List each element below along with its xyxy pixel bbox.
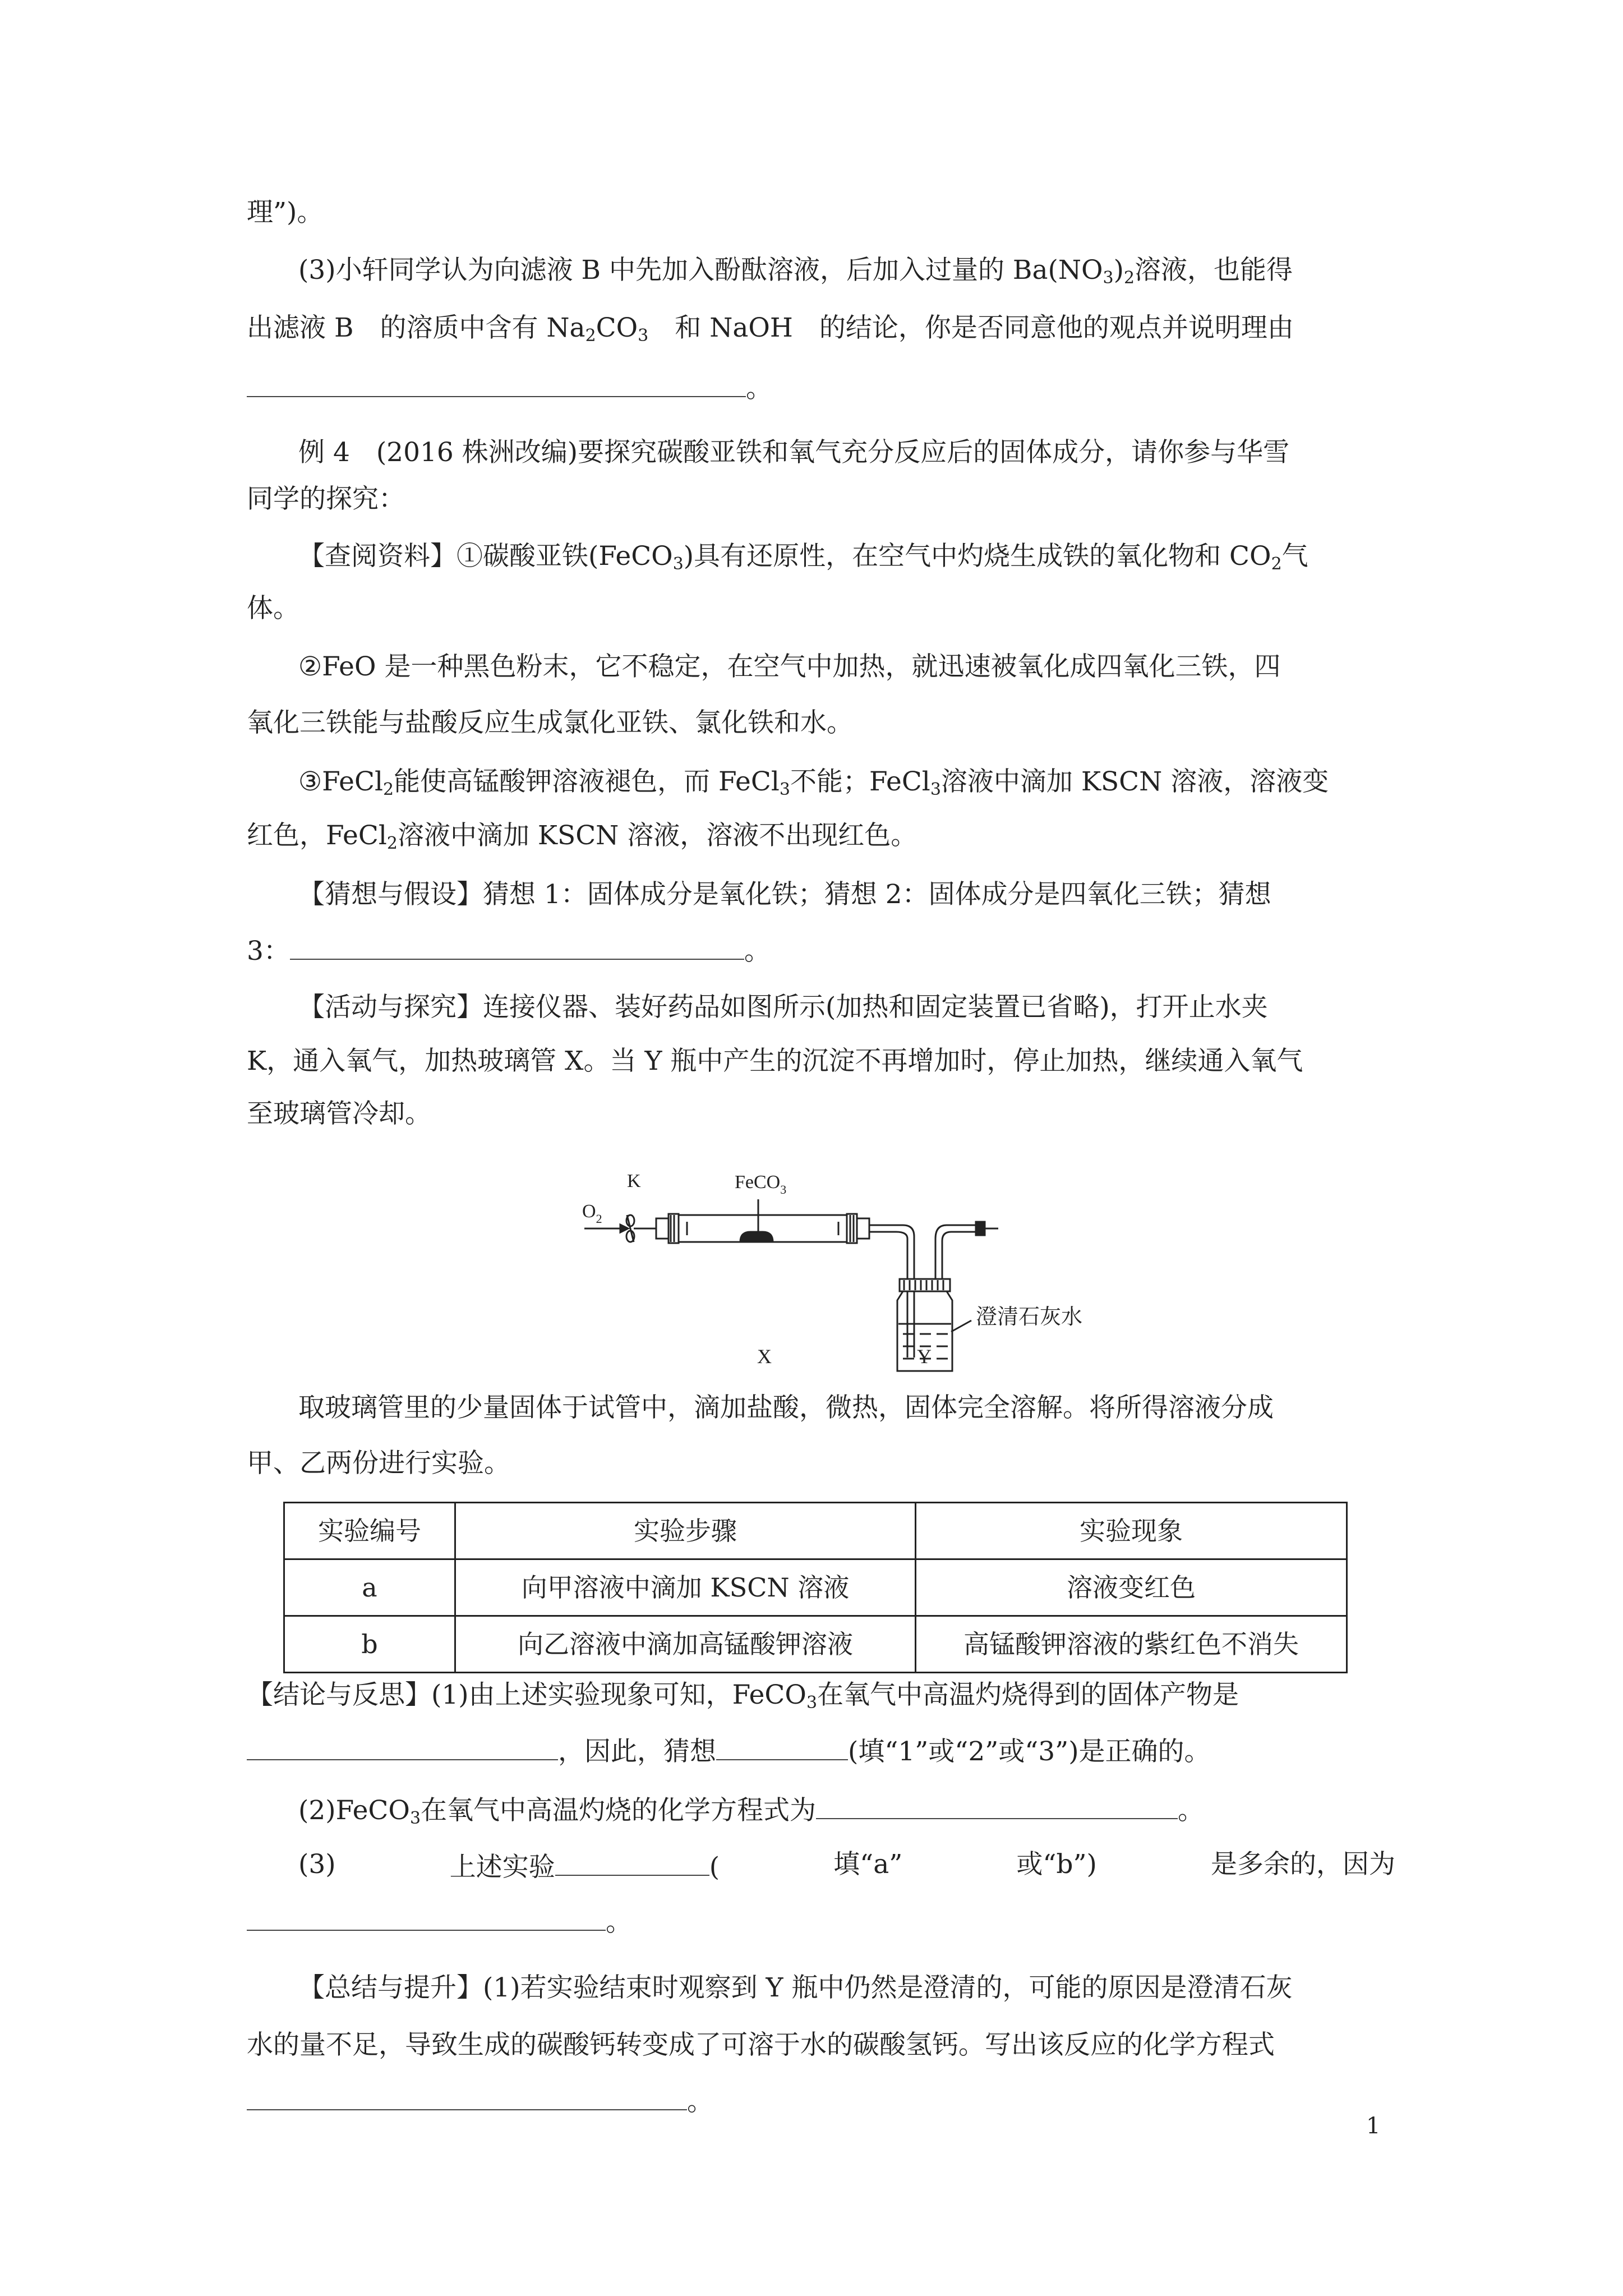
answer-blank[interactable] (555, 1851, 709, 1876)
subscript: 3 (930, 780, 941, 799)
text: 【猜想与假设】猜想 1：固体成分是氧化铁；猜想 2：固体成分是四氧化三铁；猜想 (298, 879, 1271, 910)
answer-blank[interactable] (816, 1795, 1178, 1819)
text-line (298, 1972, 1293, 2003)
arrow-head (620, 1225, 628, 1232)
subscript: 3 (806, 1693, 818, 1713)
text: 出滤液 B 的溶质中含有 Na (247, 312, 585, 343)
text: 理”)。 (247, 197, 324, 228)
feco3-sample (740, 1232, 773, 1242)
text: 溶液中滴加 KSCN 溶液，溶液不出现红色。 (397, 820, 917, 851)
table-cell: 向乙溶液中滴加高锰酸钾溶液 (455, 1616, 916, 1673)
text: )具有还原性，在空气中灼烧生成铁的氧化物和 CO (683, 541, 1271, 572)
text: 溶液中滴加 KSCN 溶液，溶液变 (940, 766, 1329, 797)
text-line (247, 486, 405, 512)
text-line (298, 1849, 1395, 1883)
text: 3： (247, 936, 290, 967)
text: 填“a” (833, 1849, 903, 1880)
subscript: 2 (386, 834, 398, 853)
y-label: Y (917, 1345, 932, 1368)
text: ( (709, 1852, 720, 1883)
table-header-row (284, 1503, 1347, 1559)
header-cell: 实验编号 (284, 1503, 455, 1559)
text: (3) (298, 1849, 336, 1880)
text-line (298, 541, 1308, 574)
text: 红色，FeCl (247, 820, 387, 851)
text-line (298, 255, 1293, 288)
text-line (298, 1795, 1205, 1828)
text-line (247, 2032, 1275, 2058)
text-line (247, 1098, 431, 1129)
apparatus-diagram (572, 1156, 1110, 1374)
text: 和 NaOH 的结论，你是否同意他的观点并说明理由 (648, 312, 1294, 343)
answer-blank[interactable] (716, 1736, 848, 1760)
text: 或“b”) (1016, 1849, 1097, 1880)
header-cell: 实验现象 (916, 1503, 1347, 1559)
text: 【查阅资料】①碳酸亚铁(FeCO (298, 541, 673, 572)
text: 【结论与反思】(1)由上述实验现象可知，FeCO (247, 1680, 806, 1710)
text: (填“1”或“2”或“3”)是正确的。 (848, 1736, 1211, 1767)
page-number: 1 (1366, 2113, 1381, 2139)
text: 气 (1281, 541, 1308, 572)
text: 。 (687, 2086, 713, 2117)
text: 是多余的，因为 (1210, 1849, 1395, 1880)
text: 在氧气中高温灼烧得到的固体产物是 (817, 1680, 1239, 1710)
answer-blank[interactable] (290, 935, 744, 960)
subscript: 3 (409, 1809, 421, 1828)
text-line (247, 595, 299, 622)
subscript: 2 (1271, 554, 1282, 574)
text-line (247, 1448, 510, 1479)
table-cell: 高锰酸钾溶液的紫红色不消失 (916, 1616, 1347, 1673)
right-cap (847, 1214, 857, 1243)
table-cell: b (284, 1616, 455, 1673)
text: 至玻璃管冷却。 (247, 1098, 431, 1129)
table-cell: 溶液变红色 (916, 1559, 1347, 1616)
right-stopper (857, 1218, 869, 1239)
text-line (247, 312, 1294, 346)
header-cell: 实验步骤 (455, 1503, 916, 1559)
text: 。 (606, 1907, 632, 1938)
table-cell: 向甲溶液中滴加 KSCN 溶液 (455, 1559, 916, 1616)
table-row (284, 1559, 1347, 1616)
text: 不能；FeCl (790, 766, 930, 797)
text-line (298, 881, 1271, 908)
text-line (298, 1392, 1274, 1423)
answer-blank[interactable] (247, 372, 746, 397)
text-line (247, 820, 917, 853)
text-line (298, 651, 1281, 682)
text: (3)小轩同学认为向滤液 B 中先加入酚酞溶液，后加入过量的 Ba(NO (298, 255, 1103, 286)
text-line (298, 766, 1329, 799)
subscript: 2 (382, 780, 394, 799)
subscript: 3 (672, 554, 684, 574)
x-label: X (757, 1345, 772, 1368)
o2-label: $O_2$ (582, 1201, 602, 1226)
answer-blank[interactable] (247, 1736, 558, 1760)
text-line (247, 1680, 1239, 1713)
text: 。 (1178, 1795, 1205, 1826)
subscript: 3 (779, 780, 790, 799)
k-label: K (627, 1171, 641, 1191)
text-line (298, 992, 1268, 1023)
text: ②FeO 是一种黑色粉末，它不稳定，在空气中加热，就迅速被氧化成四氧化三铁，四 (298, 651, 1281, 682)
answer-blank[interactable] (247, 1906, 606, 1931)
experiment-table (283, 1502, 1348, 1673)
text: K，通入氧气，加热玻璃管 X。当 Y 瓶中产生的沉淀不再增加时，停止加热，继续通入氧气 (247, 1046, 1303, 1076)
subscript: 2 (585, 326, 596, 346)
text-line (247, 372, 772, 402)
text: 上述实验 (449, 1852, 555, 1883)
text: 溶液，也能得 (1135, 255, 1293, 286)
text: 【总结与提升】(1)若实验结束时观察到 Y 瓶中仍然是澄清的，可能的原因是澄清石灰 (298, 1972, 1293, 2003)
feco3-label: FeCO$_3$ (735, 1172, 787, 1197)
text-line (247, 1906, 632, 1938)
text-line (247, 707, 853, 738)
table-cell: a (284, 1559, 455, 1616)
answer-blank[interactable] (247, 2086, 687, 2110)
text: 水的量不足，导致生成的碳酸钙转变成了可溶于水的碳酸氢钙。写出该反应的化学方程式 (247, 2030, 1275, 2060)
text: 。 (746, 373, 772, 404)
text-line (247, 2086, 713, 2115)
text-line (298, 439, 1289, 466)
text: ) (1113, 255, 1124, 286)
text: 氧化三铁能与盐酸反应生成氯化亚铁、氯化铁和水。 (247, 707, 853, 738)
text: 【活动与探究】连接仪器、装好药品如图所示(加热和固定装置已省略)，打开止水夹 (298, 992, 1268, 1023)
example-heading: 例 4 (2016 株洲改编)要探究碳酸亚铁和氧气充分反应后的固体成分，请你参与华雪 (298, 437, 1290, 468)
text: 在氧气中高温灼烧的化学方程式为 (421, 1795, 817, 1826)
text-line (247, 199, 323, 226)
text-line (247, 1736, 1211, 1765)
left-stopper (656, 1218, 668, 1239)
text: ，因此，猜想 (558, 1736, 716, 1767)
text: 甲、乙两份进行实验。 (247, 1448, 510, 1479)
limewater-label: 澄清石灰水 (976, 1304, 1083, 1329)
text: 能使高锰酸钾溶液褪色，而 FeCl (394, 766, 780, 797)
subscript: 2 (1123, 268, 1135, 288)
text: 体。 (247, 593, 299, 624)
text: 同学的探究： (247, 484, 405, 514)
text-line (247, 1048, 1303, 1074)
question-3-line (298, 1849, 1395, 1883)
text: 取玻璃管里的少量固体于试管中，滴加盐酸，微热，固体完全溶解。将所得溶液分成 (298, 1392, 1274, 1423)
text: ③FeCl (298, 766, 383, 797)
text-line (247, 935, 771, 967)
text: 。 (744, 936, 771, 967)
table-row (284, 1616, 1347, 1673)
text: CO (596, 312, 638, 343)
text: (2)FeCO (298, 1795, 410, 1826)
subscript: 3 (638, 326, 649, 346)
text-group (449, 1851, 720, 1883)
subscript: 3 (1103, 268, 1114, 288)
